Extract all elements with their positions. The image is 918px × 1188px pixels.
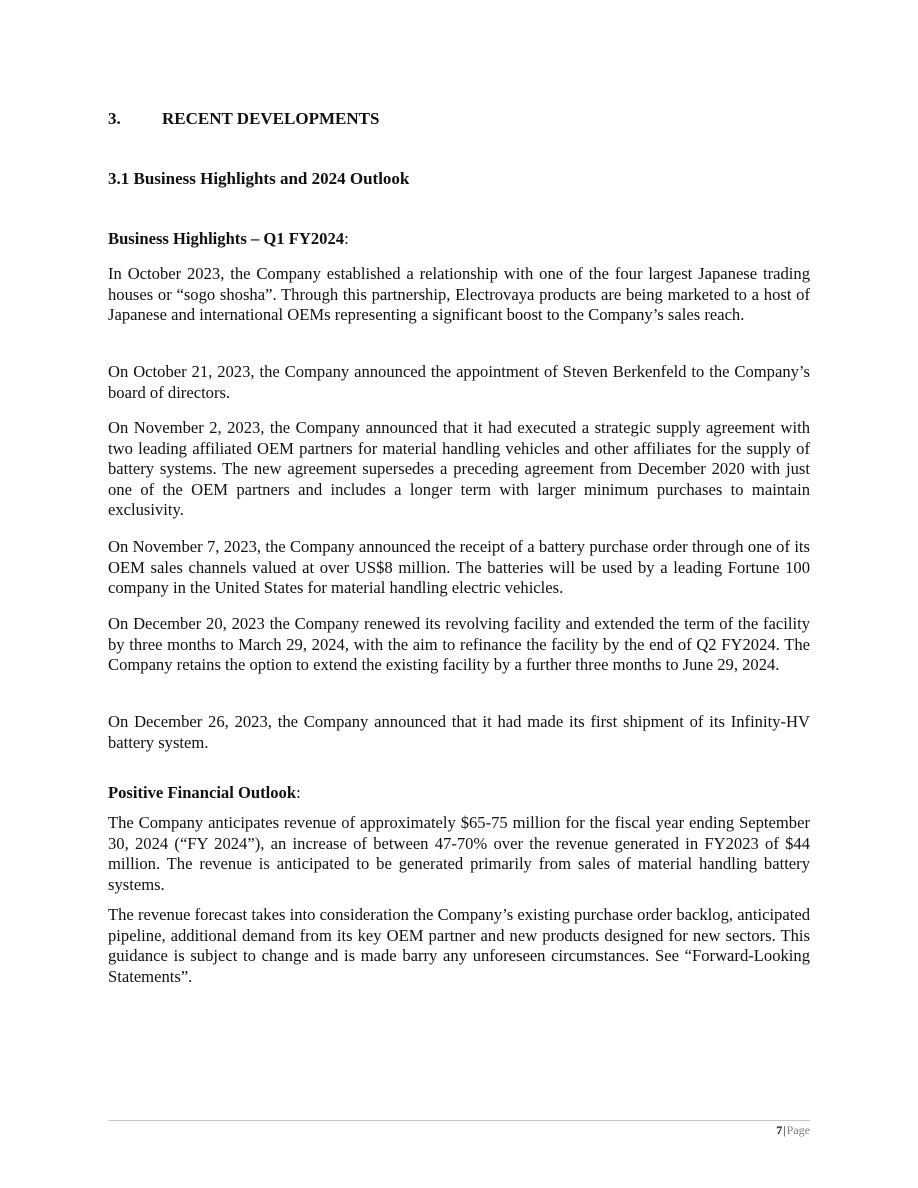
highlight-paragraph: On December 20, 2023 the Company renewed its revolving facility and extended the term of the facility by three months to March 29, 2024, with the aim to refinance the facility by the end of Q2 FY2024. The Company retains the option to extend the existing facility by a further three months to June 29, 2024.	[108, 614, 810, 675]
page-number-footer	[776, 1123, 810, 1137]
financial-outlook-heading	[108, 782, 301, 804]
outlook-paragraph: The revenue forecast takes into consideration the Company’s existing purchase order backlog, anticipated pipeline, additional demand from its key OEM partner and new products designed for new sectors. This guidance is subject to change and is made barry any unforeseen circumstances. See “Forward-Looking Statements”.	[108, 905, 810, 986]
business-highlights-colon: :	[344, 229, 349, 248]
section-number: 3.	[108, 109, 121, 128]
subsection-heading: 3.1 Business Highlights and 2024 Outlook	[108, 169, 410, 188]
highlight-paragraph: On December 26, 2023, the Company announced that it had made its first shipment of its Infinity-HV battery system.	[108, 712, 810, 752]
highlight-paragraph: On October 21, 2023, the Company announced the appointment of Steven Berkenfeld to the Company’s board of directors.	[108, 362, 810, 402]
business-highlights-heading	[108, 228, 349, 250]
financial-outlook-title: Positive Financial Outlook	[108, 783, 297, 802]
section-heading	[108, 108, 379, 130]
outlook-paragraph: The Company anticipates revenue of approximately $65-75 million for the fiscal year ending September 30, 2024 (“FY 2024”), an increase of between 47-70% over the revenue generated in FY2023 of $44 million. The revenue is anticipated to be generated primarily from sales of material handling battery systems.	[108, 813, 810, 894]
page-label: Page	[786, 1123, 810, 1137]
highlight-paragraph: In October 2023, the Company established a relationship with one of the four largest Japanese trading houses or “sogo shosha”. Through this partnership, Electrovaya products are being marketed to a host of Japanese and international OEMs representing a significant boost to the Company’s sales reach.	[108, 264, 810, 325]
section-title: RECENT DEVELOPMENTS	[162, 109, 380, 128]
business-highlights-title: Business Highlights – Q1 FY2024	[108, 229, 345, 248]
financial-outlook-colon: :	[296, 783, 301, 802]
highlight-paragraph: On November 7, 2023, the Company announced the receipt of a battery purchase order through one of its OEM sales channels valued at over US$8 million. The batteries will be used by a leading Fortune 100 company in the United States for material handling electric vehicles.	[108, 537, 810, 598]
page-number: 7	[776, 1123, 783, 1137]
footer-divider	[108, 1120, 810, 1121]
highlight-paragraph: On November 2, 2023, the Company announced that it had executed a strategic supply agreement with two leading affiliated OEM partners for material handling vehicles and other affiliates for the supply of battery systems. The new agreement supersedes a preceding agreement from December 2020 with just one of the OEM partners and includes a longer term with larger minimum purchases to maintain exclusivity.	[108, 418, 810, 520]
page-separator: |	[783, 1123, 786, 1137]
